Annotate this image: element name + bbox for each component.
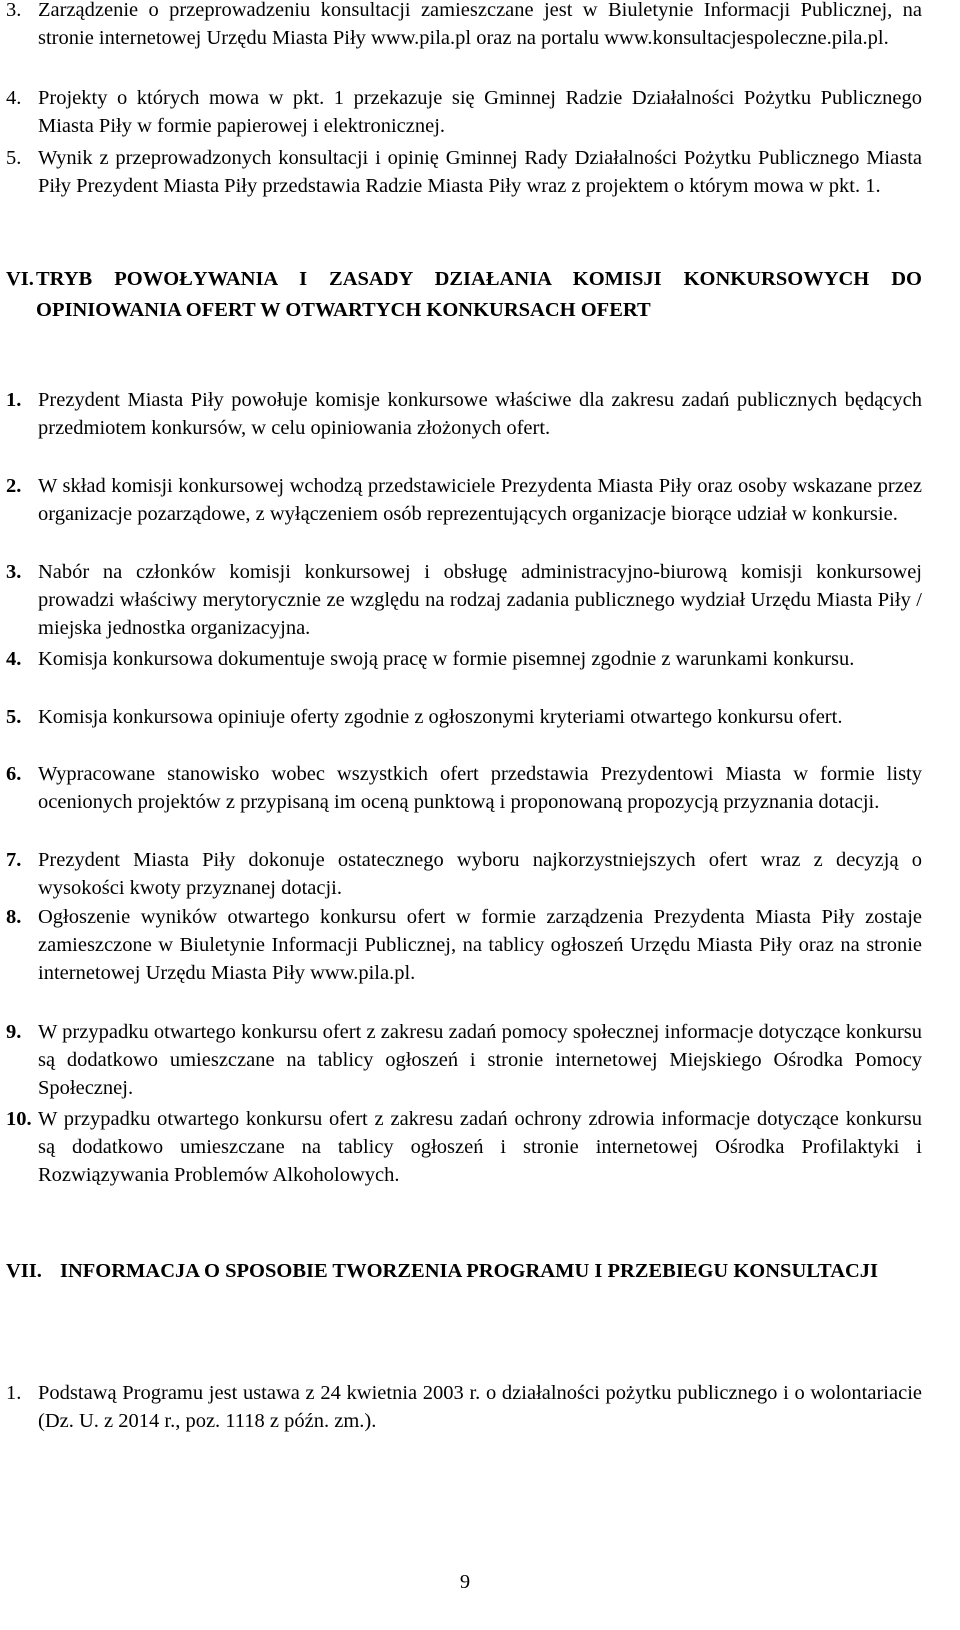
list-item xyxy=(6,703,922,731)
item-number: 2. xyxy=(6,475,22,497)
item-text: Zarządzenie o przeprowadzeniu konsultacji zamieszczane jest w Biuletynie Informacji Publicznej, na stronie internetowej Urzędu Miasta Piły www.pila.pl oraz na portalu www.konsultacjespoleczne.pila.pl. xyxy=(38,0,922,49)
item-number: 3. xyxy=(6,0,22,21)
list-item xyxy=(6,1379,922,1435)
list-item xyxy=(6,1105,922,1189)
item-number: 7. xyxy=(6,849,22,871)
item-number: 1. xyxy=(6,389,22,411)
item-text: W skład komisji konkursowej wchodzą przedstawiciele Prezydenta Miasta Piły oraz osoby wskazane przez organizacje pozarządowe, z wyłączeniem osób reprezentujących organizacje biorące udział w konkursie. xyxy=(38,475,922,525)
item-text: Ogłoszenie wyników otwartego konkursu ofert w formie zarządzenia Prezydenta Miasta Piły zostaje zamieszczone w Biuletynie Informacji Publicznej, na tablicy ogłoszeń Urzędu Miasta Piły oraz na stronie internetowej Urzędu Miasta Piły www.pila.pl. xyxy=(38,906,922,984)
section-heading xyxy=(6,264,922,326)
item-number: 3. xyxy=(6,561,22,583)
list-item xyxy=(6,760,922,816)
item-text: Wynik z przeprowadzonych konsultacji i opinię Gminnej Rady Działalności Pożytku Publicznego Miasta Piły Prezydent Miasta Piły przedstawia Radzie Miasta Piły wraz z projektem o którym mowa w pkt. 1. xyxy=(38,147,922,197)
section-number: VII. xyxy=(6,1260,42,1282)
item-number: 5. xyxy=(6,147,22,169)
item-text: Komisja konkursowa dokumentuje swoją pracę w formie pisemnej zgodnie z warunkami konkursu. xyxy=(38,648,855,670)
item-number: 6. xyxy=(6,763,22,785)
list-item xyxy=(6,386,922,442)
section-title: TRYB POWOŁYWANIA I ZASADY DZIAŁANIA KOMISJI KONKURSOWYCH DO OPINIOWANIA OFERT W OTWARTYCH KONKURSACH OFERT xyxy=(36,268,922,321)
section-heading xyxy=(6,1256,922,1287)
page-number: 9 xyxy=(459,1571,471,1593)
item-text: Komisja konkursowa opiniuje oferty zgodnie z ogłoszonymi kryteriami otwartego konkursu ofert. xyxy=(38,706,843,728)
item-text: Podstawą Programu jest ustawa z 24 kwietnia 2003 r. o działalności pożytku publicznego i o wolontariacie (Dz. U. z 2014 r., poz. 1118 z późn. zm.). xyxy=(38,1382,922,1432)
item-number: 1. xyxy=(6,1382,22,1404)
list-item xyxy=(6,0,922,52)
item-text: Wypracowane stanowisko wobec wszystkich ofert przedstawia Prezydentowi Miasta w formie listy ocenionych projektów z przypisaną im oceną punktową i proponowaną propozycją przyznania dotacji. xyxy=(38,763,922,813)
item-number: 5. xyxy=(6,706,22,728)
list-item xyxy=(6,144,922,200)
list-item xyxy=(6,84,922,140)
section-title: INFORMACJA O SPOSOBIE TWORZENIA PROGRAMU I PRZEBIEGU KONSULTACJI xyxy=(60,1260,879,1282)
list-item xyxy=(6,1018,922,1102)
item-text: Prezydent Miasta Piły dokonuje ostatecznego wyboru najkorzystniejszych ofert wraz z decyzją o wysokości kwoty przyznanej dotacji. xyxy=(38,849,922,899)
list-item xyxy=(6,903,922,987)
section-number: VI. xyxy=(6,268,34,290)
item-number: 4. xyxy=(6,87,22,109)
list-item xyxy=(6,472,922,528)
item-number: 4. xyxy=(6,648,22,670)
item-text: W przypadku otwartego konkursu ofert z zakresu zadań ochrony zdrowia informacje dotyczące konkursu są dodatkowo umieszczane na tablicy ogłoszeń i stronie internetowej Ośrodka Profilaktyki i Rozwiązywania Problemów Alkoholowych. xyxy=(38,1108,922,1186)
list-item xyxy=(6,846,922,902)
list-item xyxy=(6,558,922,642)
item-text: Nabór na członków komisji konkursowej i obsługę administracyjno-biurową komisji konkursowej prowadzi właściwy merytorycznie ze względu na rodzaj zadania publicznego wydział Urzędu Miasta Piły / miejska jednostka organizacyjna. xyxy=(38,561,922,639)
item-text: W przypadku otwartego konkursu ofert z zakresu zadań pomocy społecznej informacje dotyczące konkursu są dodatkowo umieszczane na tablicy ogłoszeń i stronie internetowej Miejskiego Ośrodka Pomocy Społecznej. xyxy=(38,1021,922,1099)
item-text: Prezydent Miasta Piły powołuje komisje konkursowe właściwe dla zakresu zadań publicznych będących przedmiotem konkursów, w celu opiniowania złożonych ofert. xyxy=(38,389,922,439)
item-number: 8. xyxy=(6,906,22,928)
item-number: 10. xyxy=(6,1108,32,1130)
list-item xyxy=(6,645,922,673)
item-number: 9. xyxy=(6,1021,22,1043)
item-text: Projekty o których mowa w pkt. 1 przekazuje się Gminnej Radzie Działalności Pożytku Publicznego Miasta Piły w formie papierowej i elektronicznej. xyxy=(38,87,922,137)
